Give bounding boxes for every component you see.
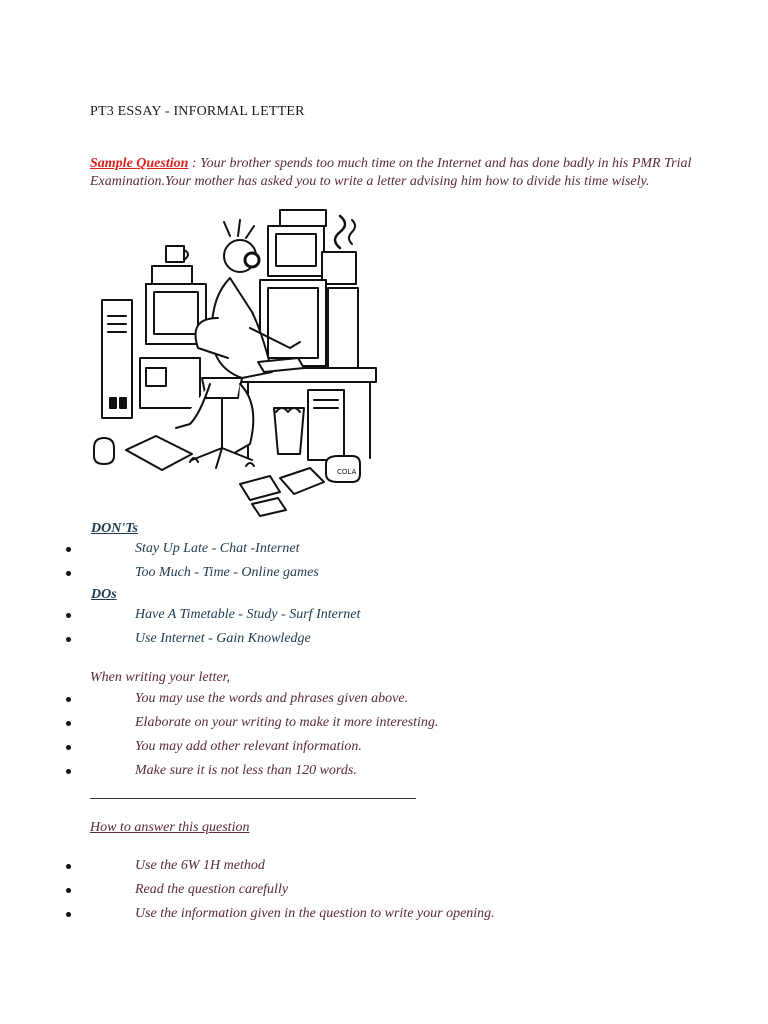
writing-intro: When writing your letter, xyxy=(90,670,230,685)
computer-addict-illustration xyxy=(90,208,382,518)
page-title: PT3 ESSAY - INFORMAL LETTER xyxy=(90,104,305,119)
donts-heading: DON'Ts xyxy=(91,521,138,536)
sample-question-label: Sample Question xyxy=(90,156,189,171)
sample-question-text: : Your brother spends too much time on the Internet and has done badly in his PMR Trial Examination.Your mother has asked you to write a letter advising him how to divide his time wisely. xyxy=(90,156,692,189)
dos-heading: DOs xyxy=(91,587,117,602)
how-to-answer-heading: How to answer this question xyxy=(90,820,250,835)
sample-question xyxy=(90,155,710,191)
cola-can-label: COLA xyxy=(337,468,357,476)
section-divider xyxy=(90,798,416,799)
